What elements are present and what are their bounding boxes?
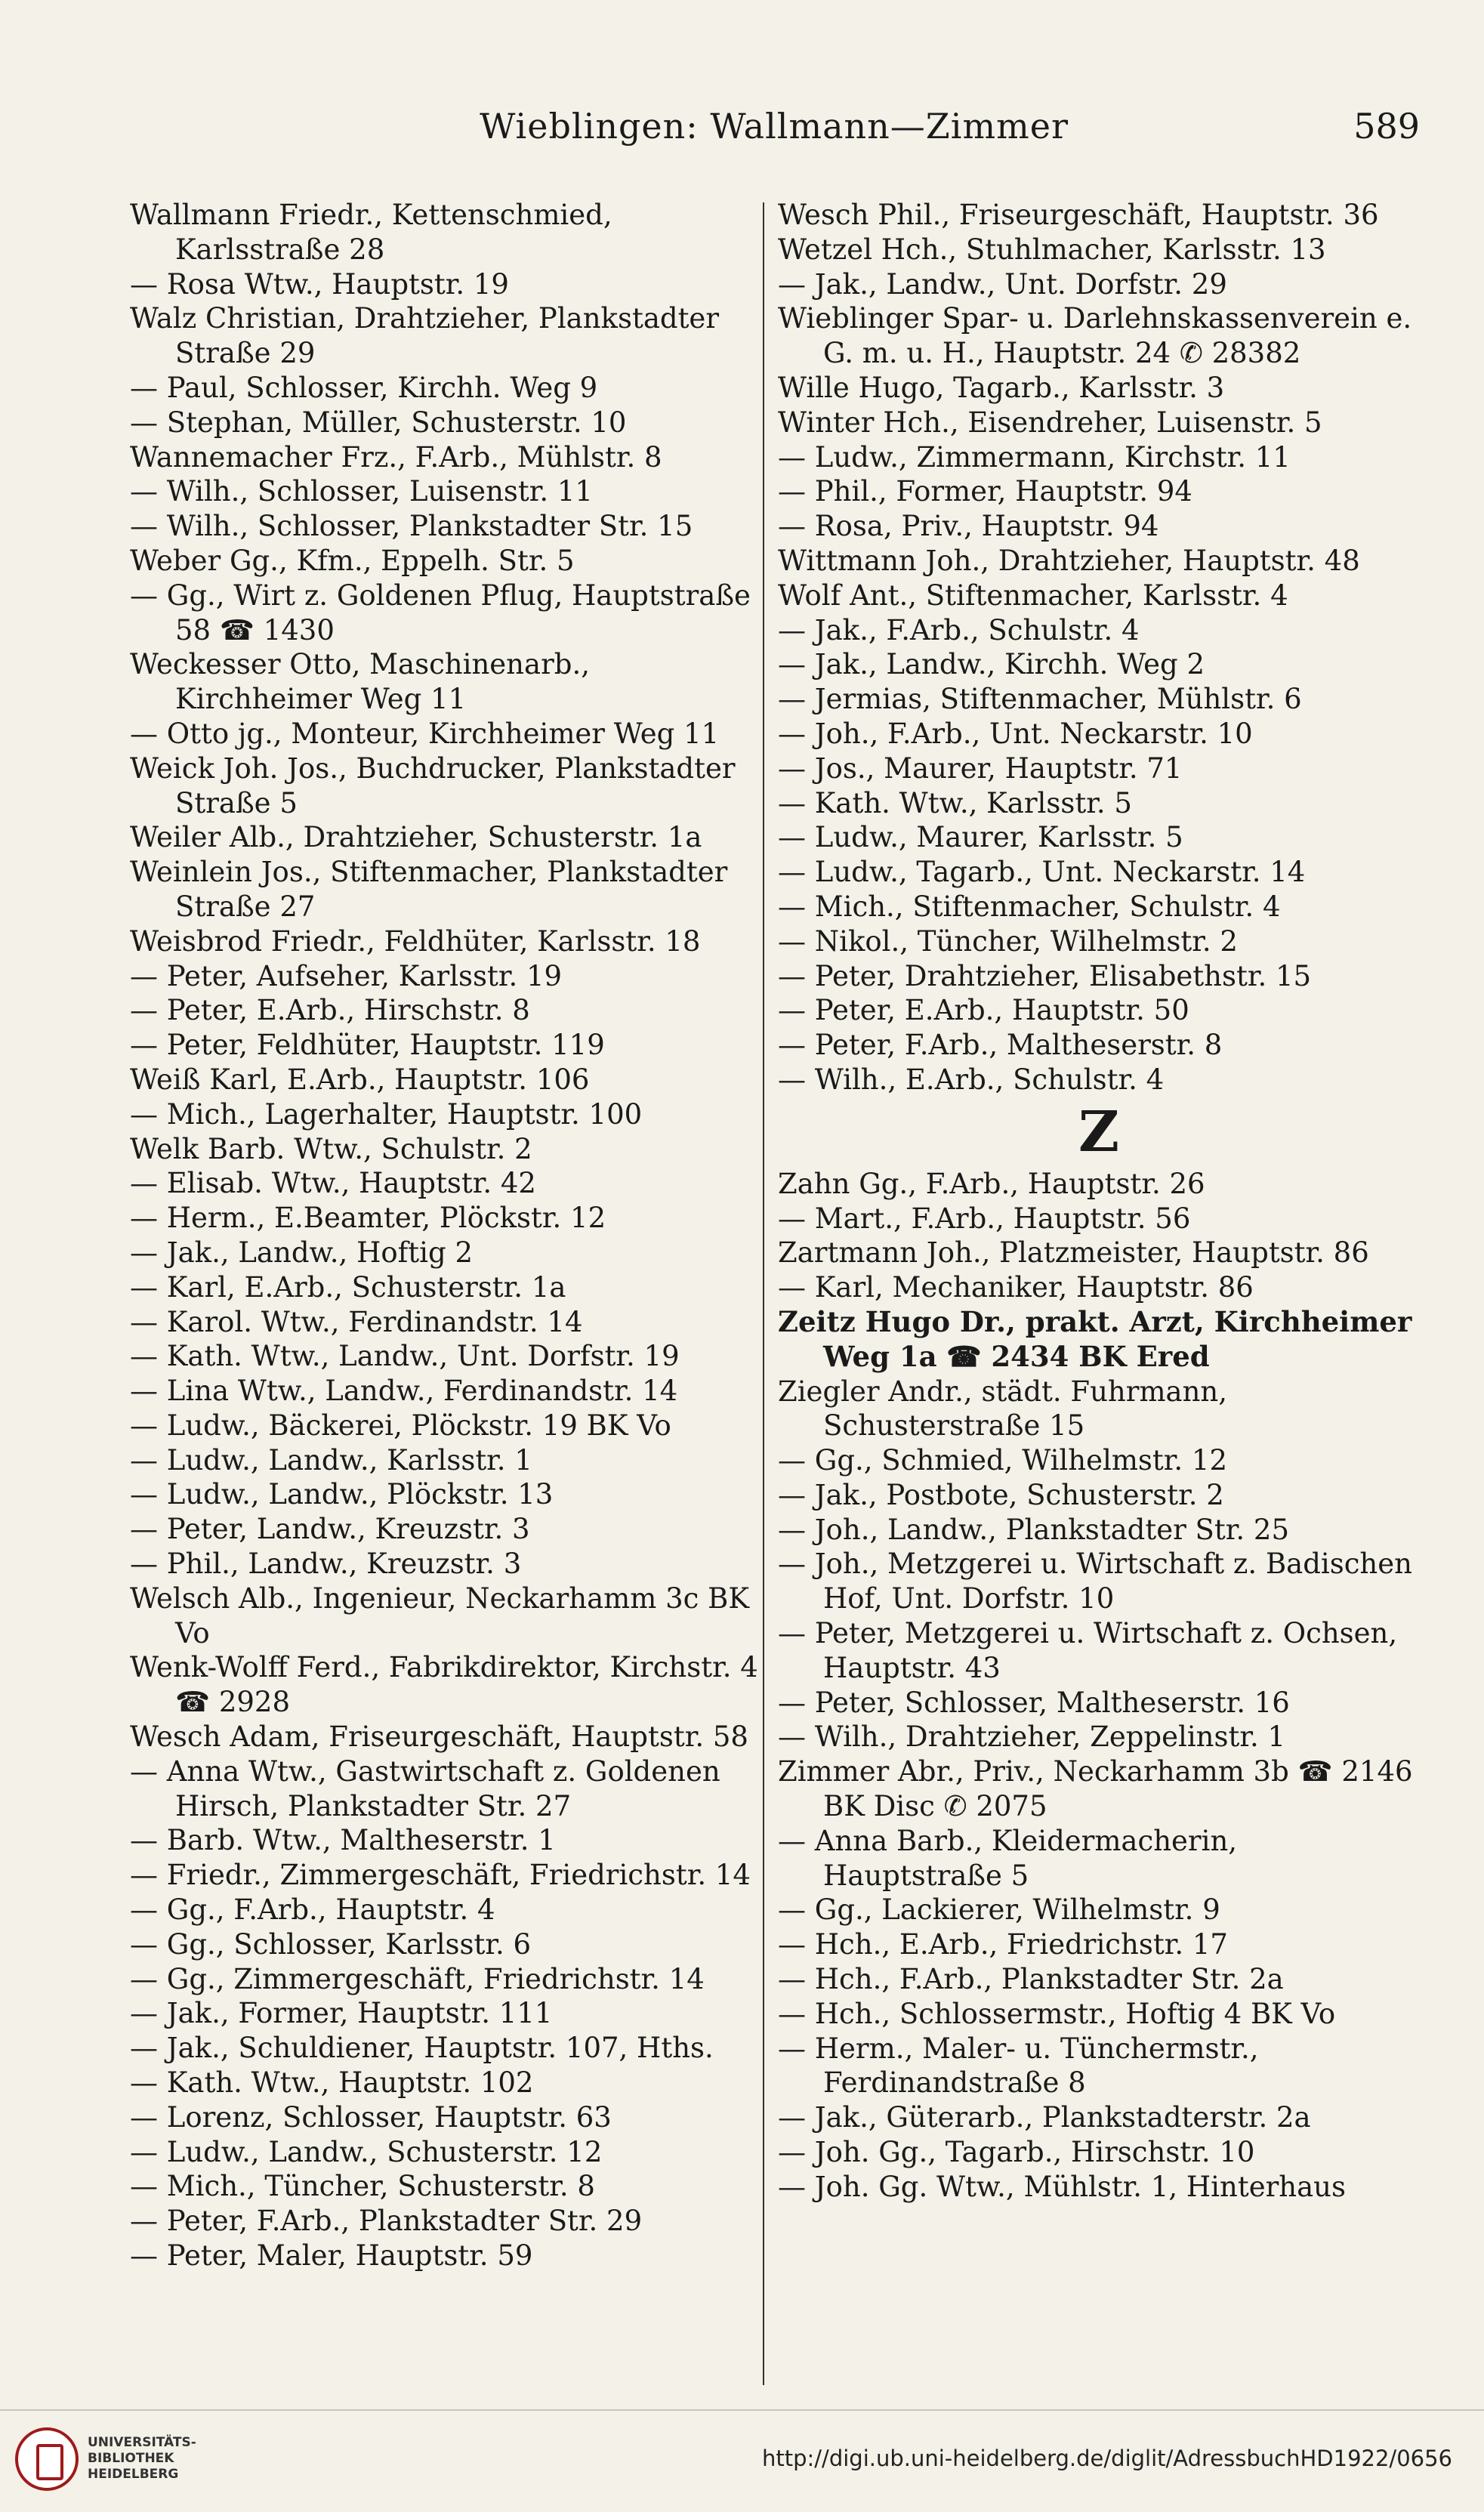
directory-entry: — Peter, Schlosser, Maltheserstr. 16 [778,1686,1290,1719]
directory-entry: Weick Joh. Jos., Buchdrucker, Plankstadter Straße 5 [130,751,736,819]
directory-entry: — Jak., Landw., Unt. Dorfstr. 29 [778,267,1227,301]
directory-entry: — Peter, F.Arb., Plankstadter Str. 29 [130,2205,643,2238]
directory-entry: — Peter, E.Arb., Hauptstr. 50 [778,994,1189,1027]
footer-bar [0,2409,1484,2512]
directory-entry: — Mich., Stiftenmacher, Schulstr. 4 [778,890,1281,923]
directory-entry: Wannemacher Frz., F.Arb., Mühlstr. 8 [130,440,662,474]
directory-entry: — Jak., Landw., Kirchh. Weg 2 [778,648,1205,681]
directory-entry: Zartmann Joh., Platzmeister, Hauptstr. 86 [778,1236,1369,1270]
directory-entry: Wesch Adam, Friseurgeschäft, Hauptstr. 58 [130,1720,748,1754]
directory-entry: Ziegler Andr., städt. Fuhrmann, Schusterstraße 15 [778,1375,1228,1443]
directory-entry: — Ludw., Maurer, Karlsstr. 5 [778,821,1183,854]
directory-entry: — Lorenz, Schlosser, Hauptstr. 63 [130,2100,612,2134]
directory-entry: Zahn Gg., F.Arb., Hauptstr. 26 [778,1167,1205,1200]
directory-entry: — Gg., F.Arb., Hauptstr. 4 [130,1893,495,1927]
directory-entry: Wolf Ant., Stiftenmacher, Karlsstr. 4 [778,579,1288,612]
directory-entry: — Hch., F.Arb., Plankstadter Str. 2a [778,1963,1284,1996]
directory-entry: — Phil., Former, Hauptstr. 94 [778,475,1192,508]
directory-entry: — Ludw., Bäckerei, Plöckstr. 19 BK Vo [130,1409,671,1442]
page-header [128,106,1420,166]
directory-entry: — Peter, Drahtzieher, Elisabethstr. 15 [778,959,1312,992]
directory-entry: Winter Hch., Eisendreher, Luisenstr. 5 [778,406,1322,439]
directory-entry: — Mich., Lagerhalter, Hauptstr. 100 [130,1097,643,1131]
directory-entry: — Gg., Lackierer, Wilhelmstr. 9 [778,1893,1220,1927]
directory-entry: — Gg., Wirt z. Goldenen Pflug, Hauptstraße 58 ☎ 1430 [130,579,751,647]
directory-entry: Wetzel Hch., Stuhlmacher, Karlsstr. 13 [778,233,1326,266]
directory-entry: — Ludw., Landw., Karlsstr. 1 [130,1443,532,1477]
source-url-link[interactable]: http://digi.ub.uni-heidelberg.de/diglit/AdressbuchHD1922/0656 [761,2446,1452,2471]
directory-entry: — Joh. Gg., Tagarb., Hirschstr. 10 [778,2136,1255,2169]
running-title: Wieblingen: Wallmann—Zimmer [480,106,1069,147]
directory-entry: — Ludw., Landw., Plöckstr. 13 [130,1478,554,1511]
directory-entry: — Jos., Maurer, Hauptstr. 71 [778,751,1183,785]
directory-entry: Wenk-Wolff Ferd., Fabrikdirektor, Kirchstr. 4 ☎ 2928 [130,1651,758,1719]
directory-entry: Welk Barb. Wtw., Schulstr. 2 [130,1132,532,1165]
directory-entry: Wieblinger Spar- u. Darlehnskassenverein e. G. m. u. H., Hauptstr. 24 ✆ 28382 [778,302,1412,370]
directory-entry: — Peter, F.Arb., Maltheserstr. 8 [778,1029,1223,1062]
library-logo[interactable] [15,2421,219,2497]
directory-entry: Wittmann Joh., Drahtzieher, Hauptstr. 48 [778,544,1360,577]
directory-entry: — Karl, E.Arb., Schusterstr. 1a [130,1270,566,1304]
directory-entry: — Kath. Wtw., Karlsstr. 5 [778,786,1132,819]
directory-entry: — Hch., E.Arb., Friedrichstr. 17 [778,1928,1228,1961]
directory-entry: — Herm., E.Beamter, Plöckstr. 12 [130,1202,606,1235]
directory-entry: Zimmer Abr., Priv., Neckarhamm 3b ☎ 2146 BK Disc ✆ 2075 [778,1755,1413,1823]
directory-entry: — Elisab. Wtw., Hauptstr. 42 [130,1167,536,1200]
directory-entry: — Anna Barb., Kleidermacherin, Hauptstraße 5 [778,1824,1238,1892]
column-divider [763,202,764,2385]
page-number: 589 [1353,106,1420,147]
directory-entry: — Mart., F.Arb., Hauptstr. 56 [778,1202,1191,1235]
directory-entry: — Karol. Wtw., Ferdinandstr. 14 [130,1305,583,1338]
directory-entry: — Peter, Landw., Kreuzstr. 3 [130,1513,530,1546]
directory-entry: — Peter, Aufseher, Karlsstr. 19 [130,959,563,992]
directory-entry: — Peter, Metzgerei u. Wirtschaft z. Ochsen, Hauptstr. 43 [778,1617,1398,1684]
directory-entry: — Kath. Wtw., Landw., Unt. Dorfstr. 19 [130,1340,680,1373]
library-seal-icon [15,2427,79,2491]
directory-entry: Wesch Phil., Friseurgeschäft, Hauptstr. 36 [778,199,1379,231]
directory-entry: — Peter, E.Arb., Hirschstr. 8 [130,994,530,1027]
directory-entry: — Ludw., Tagarb., Unt. Neckarstr. 14 [778,856,1306,889]
directory-entry: — Joh., Metzgerei u. Wirtschaft z. Badischen Hof, Unt. Dorfstr. 10 [778,1548,1412,1616]
directory-entry: — Wilh., E.Arb., Schulstr. 4 [778,1063,1165,1096]
directory-entry: — Otto jg., Monteur, Kirchheimer Weg 11 [130,717,720,750]
directory-entry: — Jak., Schuldiener, Hauptstr. 107, Hths. [130,2032,714,2065]
directory-entry: Wille Hugo, Tagarb., Karlsstr. 3 [778,371,1225,404]
left-column [130,198,772,2273]
directory-entry: Weiß Karl, E.Arb., Hauptstr. 106 [130,1063,590,1096]
directory-entry: Weckesser Otto, Maschinenarb., Kirchheimer Weg 11 [130,648,590,716]
directory-entry: — Rosa Wtw., Hauptstr. 19 [130,267,509,301]
directory-entry: — Lina Wtw., Landw., Ferdinandstr. 14 [130,1375,678,1408]
directory-entry: — Friedr., Zimmergeschäft, Friedrichstr. 14 [130,1859,751,1892]
directory-entry: — Peter, Feldhüter, Hauptstr. 119 [130,1029,605,1062]
directory-entry: — Ludw., Zimmermann, Kirchstr. 11 [778,440,1291,474]
directory-entry: — Stephan, Müller, Schusterstr. 10 [130,406,627,439]
directory-entry: Zeitz Hugo Dr., prakt. Arzt, Kirchheimer Weg 1a ☎ 2434 BK Ered [778,1304,1412,1373]
directory-entry: — Karl, Mechaniker, Hauptstr. 86 [778,1271,1254,1304]
directory-entry: — Herm., Maler- u. Tünchermstr., Ferdinandstraße 8 [778,2032,1259,2100]
directory-entry: Walz Christian, Drahtzieher, Plankstadter Straße 29 [130,302,720,370]
directory-entry: — Gg., Zimmergeschäft, Friedrichstr. 14 [130,1962,705,1995]
library-logo-text: UNIVERSITÄTS-BIBLIOTHEK HEIDELBERG [88,2435,196,2482]
directory-entry: — Joh. Gg. Wtw., Mühlstr. 1, Hinterhaus [778,2170,1346,2203]
right-column [778,198,1420,2205]
directory-entry: — Mich., Tüncher, Schusterstr. 8 [130,2170,595,2203]
directory-entry: — Jak., Postbote, Schusterstr. 2 [778,1478,1224,1511]
directory-entry: — Anna Wtw., Gastwirtschaft z. Goldenen Hirsch, Plankstadter Str. 27 [130,1754,720,1822]
directory-entry: — Wilh., Schlosser, Plankstadter Str. 15 [130,510,693,543]
directory-entry: — Kath. Wtw., Hauptstr. 102 [130,2066,534,2100]
directory-entry: — Gg., Schlosser, Karlsstr. 6 [130,1927,532,1961]
directory-entry: — Rosa, Priv., Hauptstr. 94 [778,510,1159,543]
directory-entry: — Ludw., Landw., Schusterstr. 12 [130,2135,603,2168]
directory-entry: — Peter, Maler, Hauptstr. 59 [130,2239,533,2273]
directory-entry: — Nikol., Tüncher, Wilhelmstr. 2 [778,924,1238,958]
directory-entry: — Joh., Landw., Plankstadter Str. 25 [778,1513,1289,1546]
directory-entry: Welsch Alb., Ingenieur, Neckarhamm 3c BK Vo [130,1582,749,1649]
directory-entry: Wallmann Friedr., Kettenschmied, Karlsstraße 28 [130,199,612,266]
directory-entry: — Wilh., Schlosser, Luisenstr. 11 [130,475,593,508]
directory-entry: — Jak., Landw., Hoftig 2 [130,1236,473,1269]
directory-entry: — Wilh., Drahtzieher, Zeppelinstr. 1 [778,1720,1286,1754]
directory-entry: — Barb. Wtw., Maltheserstr. 1 [130,1824,556,1857]
directory-entry: Weiler Alb., Drahtzieher, Schusterstr. 1a [130,821,702,854]
directory-entry: Weisbrod Friedr., Feldhüter, Karlsstr. 18 [130,924,701,958]
directory-entry: — Hch., Schlossermstr., Hoftig 4 BK Vo [778,1997,1336,2030]
directory-entry: — Jermias, Stiftenmacher, Mühlstr. 6 [778,683,1302,716]
directory-entry: Weinlein Jos., Stiftenmacher, Plankstadter Straße 27 [130,856,728,923]
directory-entry: — Phil., Landw., Kreuzstr. 3 [130,1548,522,1581]
section-letter: Z [1078,1099,1120,1165]
directory-entry: — Jak., F.Arb., Schulstr. 4 [778,613,1140,647]
directory-entry: — Joh., F.Arb., Unt. Neckarstr. 10 [778,717,1253,750]
directory-entry: — Jak., Güterarb., Plankstadterstr. 2a [778,2101,1311,2134]
directory-entry: — Jak., Former, Hauptstr. 111 [130,1997,553,2030]
directory-entry: — Paul, Schlosser, Kirchh. Weg 9 [130,371,598,404]
directory-entry: Weber Gg., Kfm., Eppelh. Str. 5 [130,544,575,577]
directory-entry: — Gg., Schmied, Wilhelmstr. 12 [778,1444,1227,1477]
